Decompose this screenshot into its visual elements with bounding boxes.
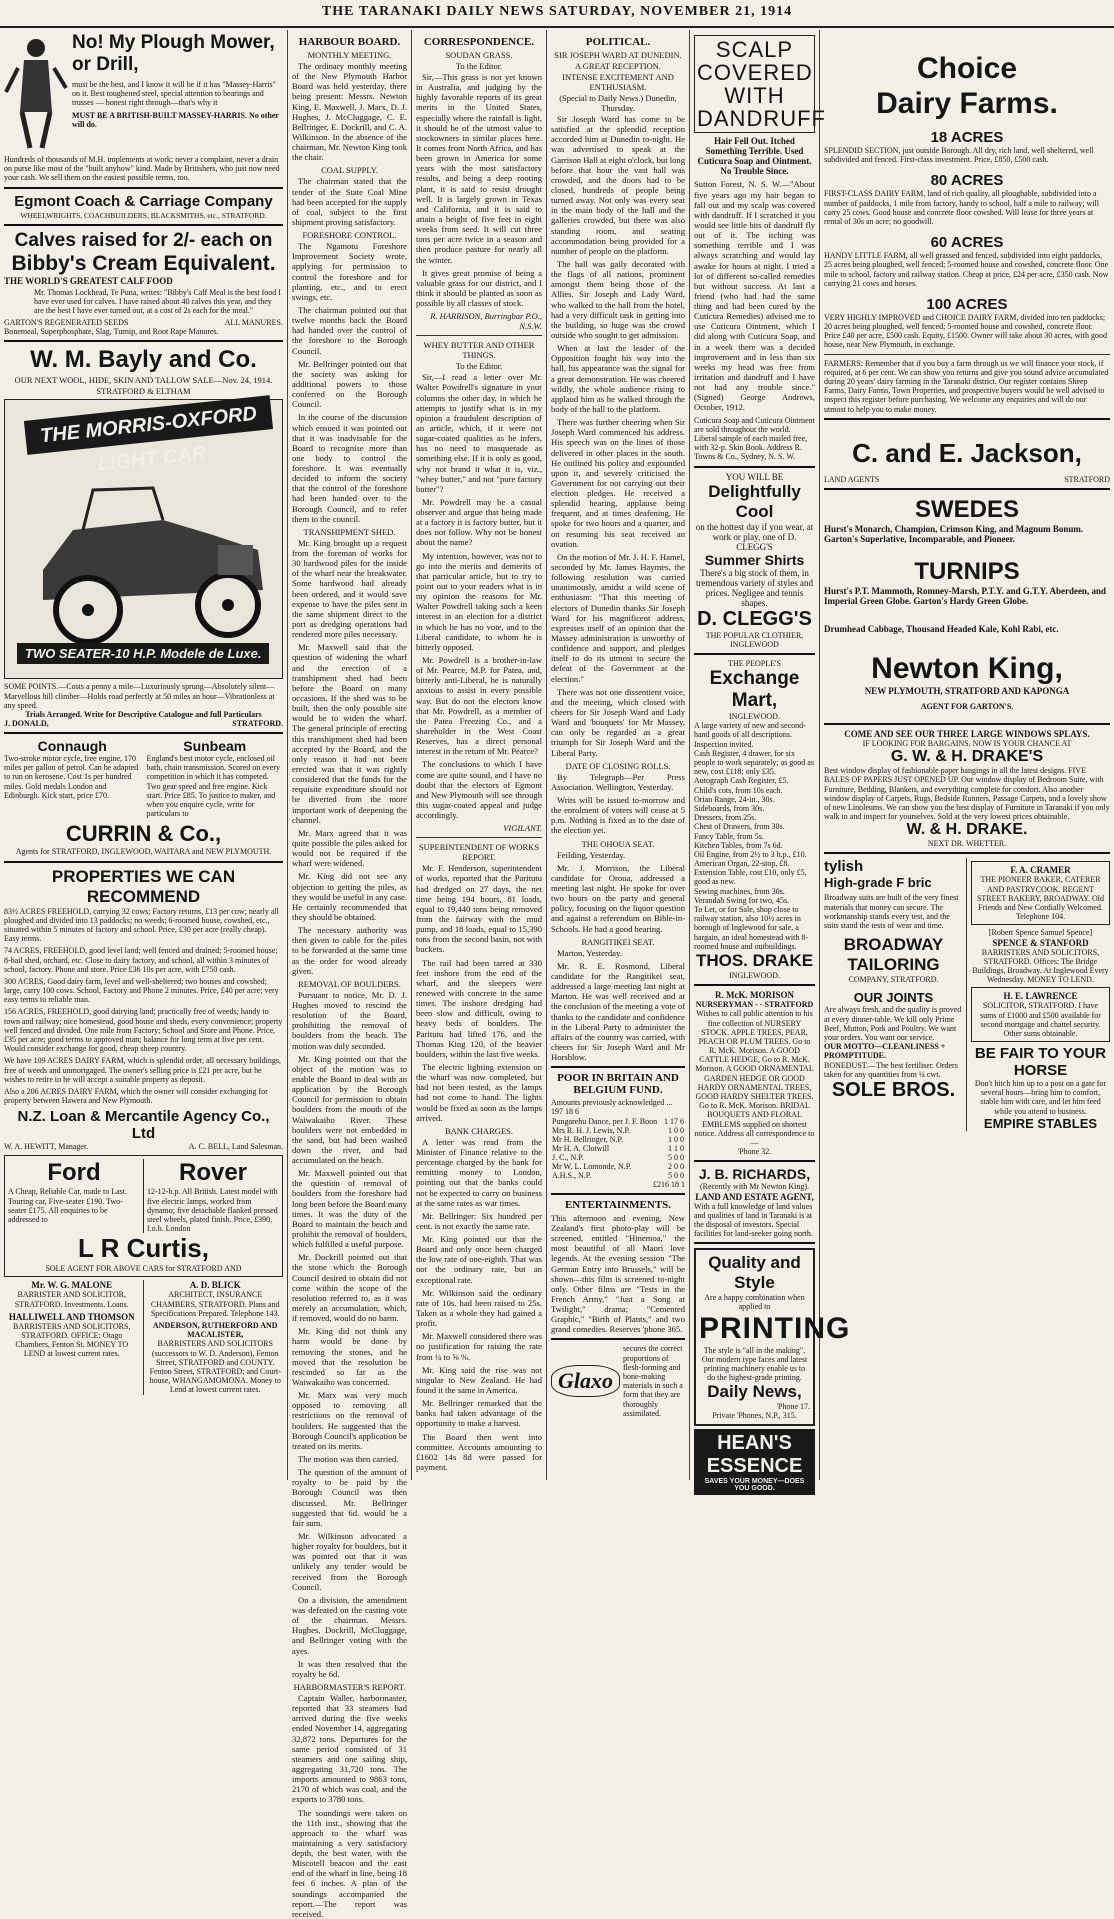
harbour-heading: HARBOUR BOARD. [292,36,407,48]
sunbeam-title: Sunbeam [147,738,284,754]
article-paragraph: Mr. Wilkinson advocated a higher royalty for boulders, but it was pointed out that it was unlikely any tender would be received from the Borough Council. [292,1531,407,1592]
exchange-body: A large variety of new and second-hand goods of all descriptions. Inspection invited. [694,721,815,749]
article-paragraph: Mr. Wilkinson said the ordinary rate of 10s. had been raised to 25s. Taken as a whole they had gained a profit. [416,1288,542,1329]
properties-list [4,907,283,1106]
fund-total: £216 18 1 [551,1180,685,1189]
printing-title: PRINTING [699,1312,810,1346]
cramer-body: THE PIONEER BAKER, CATERER AND PASTRYCOOK. REGENT STREET BAKERY, BROADWAY. Old Friends and New Cordially Welcomed. Telephone 104. [975,875,1106,921]
quality-style-body: Are a happy combination when applied to [699,1293,810,1311]
printing-sub: The style is "all in the making". Our modern type faces and latest printing machinery enable us to do the highest-grade printing. [699,1346,810,1383]
bayly-location: STRATFORD & ELTHAM [4,386,283,396]
article-paragraph: The conclusions to which I have come are quite sound, and I have no doubt that the electors of Egmont and New Plymouth will see through this sugar-coated appeal and judge accordingly. [416,759,542,820]
exchange-item: Child's cots, from 10s each. [694,786,815,795]
connaugh-body: Two-stroke motor cycle, free engine, 170 miles per gallon of petrol. Can be adapted to run on kerosene. Cost 1s per hundred miles. Gold medals London and Edinburgh. Kick start, price £70. [4,754,141,800]
article-paragraph: Mr. Marx agreed that it was quite possible the piles asked for would not be required if the wharf were widened. [292,828,407,869]
anderson-body: BARRISTERS AND SOLICITORS (successors to W. D. Anderson), Fenton Street, STRATFORD and COUNTY. Fenton Street, STRATFORD; and Court-house, WHANGAMOMONA. Money to Lend at lowest current rates. [148,1339,284,1394]
private-phones: Private 'Phones, N.P., 315. [699,1411,810,1420]
fund-row: A.H.S., N.P. 5 0 0 [551,1171,685,1180]
column-ads-right [820,30,1114,1480]
dairy-farms-title: Dairy Farms. [824,87,1110,122]
article-paragraph: When at last the leader of the Opposition fought his way into the hall, his appearance was the signal for a great demonstration. He was cheered wildly, the whole audience rising to applaud him as he walked through the body of the hall to the platform. [551,343,685,414]
soudan-paras [416,72,542,308]
harbour-paras-3 [292,241,407,524]
rangitikei-paras [551,948,685,1063]
plough-headline-2: or Drill, [72,54,283,76]
article-paragraph: Feilding, Yesterday. [551,850,685,860]
essence-title: ESSENCE [697,1455,812,1478]
lawrence-body: SOLICITOR, STRATFORD. I have sums of £1000 and £500 available for second mortgage and chattel security. Other sums obtainable. [975,1001,1106,1038]
article-paragraph: Sir Joseph Ward has come to be satisfied at the splendid reception accorded him at Dunedin to-night. He was advertised to speak at the Garrison Hall at eight o'clock, but long before that hour the vast hall was crowded, and the doors had to be closed, hundreds of people being turned away. Not only was every seat in the main body of the hall and the galleries crowded, but there was also standing room, and seating accommodation being provided for a number of people on the platform. [551,114,685,256]
sole-bros: SOLE BROS. [824,1079,963,1102]
article-paragraph: The ordinary monthly meeting of the New Plymouth Harbor Board was held yesterday, there being present: Messrs. Newton King, E. Maxwell, J. Marx, D. J. Hughes, J. McCluggage, C. E. Bellringer, E. Dockrill, and C. A. Wilkinson. In the absence of the chairman, Mr. Newton King took the chair. [292,61,407,162]
empire-stables: EMPIRE STABLES [971,1116,1110,1131]
curtis-sub: SOLE AGENT FOR ABOVE CARS for STRATFORD AND [8,1264,279,1273]
turnips-title: TURNIPS [824,558,1110,586]
harbour-paras-4 [292,538,407,976]
whey-butter-heading: WHEY BUTTER AND OTHER THINGS. [416,340,542,360]
article-paragraph: Mr. Marx was very much opposed to removing all restrictions on the removal of boulders. He suggested that the Borough Council's application be treated on its merits. [292,1390,407,1451]
article-paragraph: Captain Waller, harbormaster, reported that 33 steamers had arrived during the five weeks ended November 14, aggregating 32,872 tons. Departures for the same period consisted of 31 steamers and one sailing ship, aggregating 31,720 tons. The imports amounted to 9863 tons, 2170 of which was coal, and the exports to 3780 tons. [292,1693,407,1805]
article-paragraph: The rail had been tarred at 330 feet inshore from the end of the wharf, and the sleepers were renewed with concrete in the same times. The inshore dredging had been slow and difficult, owing to heavy beds of boulders. The Paritutu had lifted 176, and the Thomas King 120, of the heavier boulders, within the last five weeks. [416,958,542,1059]
exchange-title: Exchange Mart, [694,668,815,712]
broadway-body: Broadway suits are built of the very finest materials that money can secure. The workmanship stands every test, and the suits stand the tests of wear and time. [824,893,963,930]
richards-name: J. B. RICHARDS, [694,1166,815,1182]
swedes-title: SWEDES [824,496,1110,524]
clegg-sub: THE POPULAR CLOTHIER, INGLEWOOD [694,631,815,649]
whey-paras [416,372,542,820]
harbour-sub-harbormaster: HARBORMASTER'S REPORT. [292,1682,407,1692]
fund-row: Pungarehu Dance, per J. F. Boon 1 17 6 [551,1117,685,1126]
article-paragraph: Sir,—This grass is not yet known in Australia, and judging by the highly favorable reports of its great merits in the United States, especially where the rainfall is light, it should be of the utmost value to stockowners in similar places here. It comes from North Africa, and has been grown in America for some years with the most satisfactory results, and being a deep rooting plant, it is said to resist drought well. It is largely grown in Texas and California, and it is said to attain a height of five feet in eight weeks from seed. It will cut three tons per acre twice in a season and then produce pasture for nearly all the winter. [416,72,542,265]
scalp-body: Sutton Forest, N. S. W.—"About five years ago my hair began to fall out and my scalp was covered with dandruff. If I scratched it you would see little bits of dandruff fly out of it. The itching was something terrible and I was always scratching and would lay awake for hours at night. I tried a lot of different so-called remedies but without success. At last a friend (who had had the same thing and had been cured by the Cuticura Remedies) advised me to use Cuticura Ointment, which I did along with Cuticura Soap, and in a week there was a decided improvement and in less than six weeks my head was free from irritation and dandruff and I have not had any trouble since." (Signed) George Andrews, October, 1912. [694,179,815,412]
article-paragraph: Mr. Bellringer remarked that the banks had taken advantage of the opportunity to make a harvest. [416,1398,542,1428]
tailoring-sub: COMPANY, STRATFORD. [824,975,963,984]
article-paragraph: Sir,—I read a letter over Mr. Walter Powdrell's signature in your columns the other day, in which he attempts to justify what is in my opinion a fraudulent description of an article, which, if it were not sugar-coated qualities as he infers, has no need to masquerade as something else. If it is only as good, why not brand it what it is, viz., "whey butter," and not "pure factory butter"? [416,372,542,494]
farm-description: HANDY LITTLE FARM, all well grassed and fenced, subdivided into eight paddocks, 25 acres being ploughed, well fenced; 5-roomed house and cowshed, concrete floor. One mile to school, factory and railway station. Cheap at price, £24 per acre, £350 cash. Now carrying 21 cows and horses. [824,251,1110,288]
exchange-item: Fancy Table, from 5s. [694,832,815,841]
drake-location: INGLEWOOD. [694,971,815,980]
properties-title: PROPERTIES WE CAN RECOMMEND [4,867,283,907]
property-listing: 156 ACRES, FREEHOLD, good dairying land; practically free of weeds; handy to town and railway; nice homestead, good house and sheds, every convenience; property well fenced and divided. One mile from Factory; School and Store and Phone. Price, £35 per acre; good terms to approved man; balance for long term at five per cent. Would consider exchange for good, cheap sheep country. [4,1007,283,1053]
harbour-sub-meeting: MONTHLY MEETING. [292,50,407,60]
column-political [547,30,690,1480]
entertainments-heading: ENTERTAINMENTS. [551,1199,685,1211]
soudan-grass-heading: SOUDAN GRASS. [416,50,542,60]
blick-body: ARCHITECT, INSURANCE CHAMBERS, STRATFORD. Plans and Specifications Prepared. Telephone 143. [148,1290,284,1318]
article-paragraph: Mr. Powdrell may be a casual observer and argue that being made at a factory it is factory butter, but it does not follow. Why not be honest about the name? [416,497,542,548]
soudan-signature: R. HARRISON, Burringbar P.O., N.S.W. [416,311,542,331]
article-paragraph: It was then resolved that the royalty be 6d. [292,1659,407,1679]
oroua-paras [551,850,685,934]
morison-name: R. McK. MORISON [694,990,815,1000]
exchange-item: Sewing machines, from 30s. [694,887,815,896]
halliwell-name: HALLIWELL AND THOMSON [4,1312,140,1322]
masthead: THE TARANAKI DAILY NEWS SATURDAY, NOVEMBER 21, 1914 [0,0,1114,28]
car-points: SOME POINTS.—Costs a penny a mile—Luxuriously sprung—Absolutely silent—Marvellous hill climber—Holds road perfectly at 50 miles an hour—Vibrationless at any speed. [4,682,283,710]
bibby-body: Mr. Thomas Lockhead, Te Puna, writes: "Bibby's Calf Meal is the best food I have ever used for calves. I have raised about 40 calves this year, and they are the best I have ever turned out, at a cost of 2s each for the meal." [4,288,283,316]
ward-paras [551,114,685,758]
joints-title: OUR JOINTS [824,990,963,1005]
oroua-heading: THE OHOUA SEAT. [551,839,685,849]
entertainments-body: This afternoon and evening, New Zealand's first photo-play will be screened, entitled "Hinemoa," the most beautiful of all Maori love legends. At the evening session "The German Entry into Brussels," will be shown—this film is screened to-night only. Other films are "Tests in the French Army," "Just a Song at Twilight," drama; "Cemented Graphic," "Birth of Plants," and two grand comedies. Reserves 'phone 365. [551,1213,685,1335]
article-paragraph: The soundings were taken on the 11th inst., showing that the approach to the wharf was maintaining a very satisfactory depth, the best water, with the Miscotell beacon and the east end of the wharf in line, being 18 feet 6 inches. A plan of the soundings accompanied the report.—The report was received. [292,1808,407,1919]
quality-style-title: Quality and Style [699,1253,810,1293]
exchange-item: Sideboards, from 30s. [694,804,815,813]
fund-row: J. C., N.P. 5 0 0 [551,1153,685,1162]
rover-title: Rover [147,1159,279,1187]
harbour-sub-coal: COAL SUPPLY. [292,165,407,175]
scalp-headline: SCALP COVERED [697,38,812,84]
closing-rolls-heading: DATE OF CLOSING ROLLS. [551,761,685,771]
harbour-paras-2 [292,176,407,227]
newton-king-agent: AGENT FOR GARTON'S. [824,702,1110,711]
clegg-cool: Delightfully Cool [694,482,815,522]
article-paragraph: There was not one dissentient voice, and the meeting, which closed with cheers for Sir Joseph Ward and Lady Ward and 'bouquets' for Mr Massey, can only be regarded as a great triumph for Sir Joseph Ward and the Liberal Party. [551,687,685,758]
harbour-paras-5 [292,990,407,1679]
article-paragraph: The necessary authority was then given to cable for the piles to be forwarded at the same time as the order for wood already given. [292,925,407,976]
exchange-item: Autograph Cash Register, £5. [694,776,815,785]
egmont-title: Egmont Coach & Carriage Company [4,193,283,210]
article-paragraph: The electric lighting extension on the wharf was now completed, but had not been tested, as the lamps had not come to hand. The lights would be fixed as soon as the lamps arrived. [416,1062,542,1123]
article-paragraph: The motion was then carried. [292,1454,407,1464]
joints-bonedust: BONEDUST.—The best fertiliser. Orders taken for any quantities from ¼ cwt. [824,1061,963,1079]
bibby-sub: THE WORLD'S GREATEST CALF FOOD [4,276,283,286]
farm-description: VERY HIGHLY IMPROVED and CHOICE DAIRY FARM, divided into ten paddocks; 20 acres being ploughed, well fenced; 5-roomed house and cowshed, concrete floor. Price £40 per acre, £500 cash. Equity, £1500. Owner will take about 30 acres, with good house, near New Plymouth, in exchange. [824,313,1110,350]
article-paragraph: Mr. Bellringer pointed out that the society was asking for additional powers to those conferred on the Borough Council. [292,359,407,410]
article-paragraph: Mr. Dockrill pointed out that the stone which the Borough Council desired to obtain did not come within the scope of the resolution referred to, as it was merely an accumulation, which, if removed, would do no harm. [292,1252,407,1323]
malone-body: BARRISTER AND SOLICITOR, STRATFORD. Investments. Loans. [4,1290,140,1308]
exchange-item: Extension Table, cost £10, only £5, good as new. [694,868,815,886]
harbour-paras-6 [292,1693,407,1919]
article-paragraph: My intention, however, was not to go into the merits and demerits of that particular article, but to try to point out to your readers what is in my opinion the reasons for Mr. Walter Powdrell taking such a keen interest in an election for a district in which he has no vote, and to the Liberal candidate, to whom he is bitterly opposed. [416,551,542,652]
drake-next: NEXT DR. WHETTER. [824,839,1110,848]
daily-news-name: Daily News, [699,1382,810,1402]
column-ads-left [0,30,288,1480]
farmer-illustration [4,32,68,152]
exchange-item: Dressers, from 25s. [694,813,815,822]
article-paragraph: There was further cheering when Sir Joseph Ward commenced his address. His speech was on the lines of those delivered in other places in the south. He outlined his policy and expounded upon it, and severely criticised the Government for not carrying out their election pledges. He received a splendid hearing, applause being frequent, and at times deafening. He spoke for two hours and a quarter, and on resuming his seat received an ovation. [551,417,685,549]
blick-name: A. D. BLICK [148,1280,284,1290]
clegg-name: D. CLEGG'S [694,608,815,631]
correspondence-heading: CORRESPONDENCE. [416,36,542,48]
tailoring-title: TAILORING [824,955,963,975]
connaugh-title: Connaugh [4,738,141,754]
currin-title: CURRIN & Co., [4,821,283,847]
drumhead-line: Drumhead Cabbage, Thousand Headed Kale, Kohl Rabi, etc. [824,624,1110,634]
manures-list: Bonemeal, Superphosphate, Slag, Turnip, and Root Rape Manures. [4,327,283,336]
closing-rolls-paras [551,772,685,836]
high-grade-title: High-grade F bric [824,875,963,890]
all-manures: ALL MANURES. [225,318,283,327]
stylish-title: tylish [824,858,963,875]
article-paragraph: On a division, the amendment was defeated on the casting vote of the chairman. Messrs. Hughes, Dockrill, McCluggage, and Bellringer voting with the ayes. [292,1595,407,1656]
scalp-foot: Cuticura Soap and Cuticura Ointment are sold throughout the world. Liberal sample of each mailed free, with 32-p. Skin Book. Address R. Towns & Co., Sydney, N. S. W. [694,416,815,462]
to-editor-2: To the Editor. [416,361,542,371]
exchange-item: To Let, or for Sale, shop close to railway station, also 10½ acres in borough of Inglewood for sale, a bargain, an ideal homestead with 8-roomed house and outbuildings. [694,905,815,951]
fund-row: Mr W. L. Lomonde, N.P. 2 0 0 [551,1162,685,1171]
farm-acres: 100 ACRES [824,296,1110,313]
column-harbour-board [288,30,412,1480]
exchange-items [694,749,815,951]
clegg-body-2: There's a big stock of them, in tremendous variety of styles and prices. Negligee and tennis shapes. [694,568,815,608]
morris-oxford-ad [4,399,283,679]
morison-line: NURSERYMAN - - STRATFORD [694,1000,815,1009]
article-paragraph: Mr. King said the rise was not singular to New Zealand. He had found it the same in America. [416,1365,542,1395]
fund-row: Mr H. A. Clotwill 1 1 0 [551,1144,685,1153]
exchange-item: Chest of Drawers, from 30s. [694,822,815,831]
calves-title: Calves raised for 2/- each on [4,230,283,252]
article-paragraph: The Ngamotu Foreshore Improvement Society wrote, applying for permission to control the foreshore and for planting, etc., and to erect swings, etc. [292,241,407,302]
glaxo-logo: Glaxo [551,1365,620,1397]
property-listing: 74 ACRES, FREEHOLD, good level land; well fenced and drained; 5-roomed house; 8-bail shed, orchard, etc. Close to dairy factory, and school, all within 3 minutes of school, factory. Phone and store. Price £36 10s per acre, with £750 cash. [4,946,283,974]
exchange-item: Oil Engine, from 2½ to 3 h.p., £10. [694,850,815,859]
article-paragraph: In the course of the discussion which ensued it was pointed out that it was inadvisable for the Board to recognise more than one body to control the foreshore. It was eventually decided to inform the society that the control of the foreshore had been handed over to the Borough Council, and to refer them to the council. [292,412,407,524]
article-paragraph: Marton, Yesterday. [551,948,685,958]
jackson-stratford: STRATFORD [1064,475,1110,484]
jackson-land-agents: LAND AGENTS [824,475,879,484]
farmers-note: FARMERS: Remember that if you buy a farm through us we will finance your stock, if required, at 6 per cent. We can show you returns and give you sound advice accumulated during 20 years' dairy farming in the Taranaki district. Our register contains Sheep Farms, Dairy Farms, Town Properties, and prospective buyers would be well advised to inspect this register before purchasing. We welcome any enquiries and will do our utmost to help you to make money. [824,359,1110,414]
be-fair-title: BE FAIR TO YOUR HORSE [971,1045,1110,1079]
drake-name: THOS. DRAKE [694,951,815,971]
article-paragraph: On the motion of Mr. J. H. F. Hamel, seconded by Mr. James Haymes, the following resolution was carried unanimously, amidst a wild scene of enthusiasm: "That this meeting of electors of Dunedin thanks Sir Joseph Ward for his magnificent address, expresses itself of an opinion that the Massey administration is unworthy of confidence and support, and pledges itself to do its utmost to secure the defeat of the Government at the election." [551,552,685,684]
article-paragraph: Mr. King brought up a request from the foreman of works for 30 hardwood piles for the inside of the wharf near the breakwater. Some hardwood had already been ordered, and it would save expense to have the piles sent in the same shipment direct to the port as dredging operations had rendered more piles necessary. [292,538,407,639]
drake-signature: W. & H. DRAKE. [824,821,1110,839]
halliwell-body: BARRISTERS AND SOLICITORS, STRATFORD. OFFICE: Otago Chambers, Fenton St. MONEY TO LEND at lowest current rates. [4,1322,140,1359]
bayly-title: W. M. Bayly and Co. [4,346,283,374]
bank-charges-heading: BANK CHARGES. [416,1126,542,1136]
article-paragraph: Mr. J. Morrison, the Liberal candidate for Oroua, addressed a meeting last night. He spoke for over two hours on the party and general policy, focusing on the liquor question and against a referendum on Bible-in-Schools. He had a good hearing. [551,863,685,934]
clegg-body: on the hottest day if you wear, at work or play, one of D. CLEGG'S [694,522,815,552]
exchange-top: THE PEOPLE'S [694,659,815,668]
farm-description: FIRST-CLASS DAIRY FARM, land of rich quality, all ploughable, subdivided into a number of paddocks, 1 mile from factory, handy to school, half a mile to railway; will carry 25 cows. Good house and concrete floor cowshed. Will lease for three years at rental of 30s an acre; no goodwill. [824,189,1110,226]
car-caption: TWO SEATER-10 H.P. Modele de Luxe. [17,643,269,664]
article-paragraph: Mr. King did not think any harm would be done by removing the stones, and he moved that the resolution be rescinded so far as the Waiwakaiho was concerned. [292,1326,407,1387]
special-note: (Special to Daily News.) Dunedin, Thursday. [551,93,685,113]
farms-list [824,129,1110,350]
lawrence-name: H. E. LAWRENCE [975,991,1106,1001]
nzloan-salesman: A. C. BELL, Land Salesman. [189,1142,283,1151]
article-paragraph: Mr. King pointed out that the Board and only once been charged the low rate of one-eighth. That was not the ordinary rate, but an exceptional rate. [416,1234,542,1285]
article-paragraph: By Telegraph—Per Press Association. Wellington, Yesterday. [551,772,685,792]
bayly-sub: OUR NEXT WOOL, HIDE, SKIN AND TALLOW SALE—Nov. 24, 1914. [4,375,283,385]
plough-headline: No! My Plough Mower, [72,32,283,54]
car-banner: THE MORRIS-OXFORD LIGHT CAR [24,395,273,455]
gwh-drake-name: G. W. & H. DRAKE'S [824,748,1110,766]
ford-title: Ford [8,1159,140,1187]
morison-body: Wishes to call public attention to his fine collection of NURSERY STOCK. APPLE TREES, PEAR, PEACH OR PLUM TREES. Go to R. McK. Morison. A GOOD CATTLE HEDGE, Go to R. McK. Morison. A GOOD ORNAMENTAL GARDEN HEDGE OR GOOD HARDY ORNAMENTAL TREES, GOOD HARDY SHELTER TREES. Go to R. McK. Morison. BRIDAL BOUQUETS AND FLORAL EMBLEMS supplied on shortest notice. Address all correspondence to— [694,1009,815,1147]
exchange-item: Kitchen Tables, from 7s 6d. [694,841,815,850]
car-town: STRATFORD. [232,719,283,728]
farm-acres: 80 ACRES [824,172,1110,189]
article-paragraph: Mr. King did not see any objection to getting the piles, as they would be useful in any case. He certainly recommended that they should be obtained. [292,871,407,922]
drake-body: Best window display of fashionable paper hangings in all the latest designs. FIVE BALES OF PAPERS JUST OPENED UP. Our window display of Bedroom Suite, with Furniture, Bedding, Blankets, and everything complete for comfort. Also another window display of Carpets, Rugs, Bedside Runners, Passage Carpets, and a lovely show of new Linoleums. We can show you the best display of Furniture in Taranaki if you only walk in and inspect for yourselves. Sold at the very lowest prices obtainable. [824,766,1110,821]
rangitikei-heading: RANGITIKEI SEAT. [551,937,685,947]
fund-row: Mrs R. H. J. Lewis, N.P. 1 0 0 [551,1126,685,1135]
dandruff-headline: WITH DANDRUFF [697,84,812,130]
article-paragraph: Mr. King pointed out that the object of the motion was to enable the Board to deal with an application by the Borough Council for permission to obtain boulders from the mouth of the Waiwakaiho River. These boulders were not embedded in the sand, but had been washed down the river, and had accumulated on the beach. [292,1054,407,1166]
joints-motto: OUR MOTTO—CLEANLINESS + PROMPTITUDE. [824,1042,963,1060]
phone-number: 'Phone 17. [777,1402,810,1411]
drake-windows: COME AND SEE OUR THREE LARGE WINDOWS SPLAYS. [824,729,1110,739]
newton-king-title: Newton King, [824,652,1110,686]
fund-table [551,1117,685,1180]
article-paragraph: A letter was read from the Minister of Finance relative to the percentage charged by the bank for remitting money to London, pointing out that the banks could not be expected to carry on business at the same rates as war times. [416,1137,542,1208]
jackson-title: C. and E. Jackson, [824,438,1110,469]
property-listing: We have 109 ACRES DAIRY FARM, which is splendid order, all necessary buildings, free of weeds and unmortgaged. The owner's selling price is £21 per acre, but he wishes to retire to he will accept a suitable property as deposit. [4,1056,283,1084]
plough-must: MUST BE A BRITISH-BUILT MASSEY-HARRIS. No other will do. [72,111,283,129]
harbour-paras-1 [292,61,407,162]
curtis-title: L R Curtis, [8,1233,279,1264]
fund-intro: Amounts previously acknowledged ... 197 18 6 [551,1098,685,1116]
exchange-item: Orian Range, 24-in., 30s. [694,795,815,804]
spence-title: SPENCE & STANFORD [971,938,1110,948]
exchange-location: INGLEWOOD. [694,712,815,721]
currin-sub: Agents for STRATFORD, INGLEWOOD, WAITARA and NEW PLYMOUTH. [4,847,283,856]
glaxo-note: secures the correct proportions of flesh-forming and bone-making materials in such a form that they are thoroughly assimilated. [623,1344,685,1418]
nzloan-manager: W. A. HEWITT, Manager. [4,1142,88,1151]
article-paragraph: Mr. Maxwell said that the question of widening the wharf and the erection of a transhipment shed had been before the Board on many occasions. If the shed was to be built, then the only possible site would be to widen the wharf. The general principle of erecting this transhipment shed had been accepted by the Board, and the only reason it had not been erected was that it was rightly considered that the funds for the requisite expenditure should not be diverted from the more important work of deepening the channel. [292,642,407,825]
article-paragraph: Writs will be issued to-morrow and the enrolment of voters will cease at 5 p.m. Nothing is fixed as to the date of the election yet. [551,795,685,836]
article-paragraph: Mr. R. E. Rosmond, Liberal candidate for the Rangitikei seat, addressed a large meeting last night at Marton. He was well received and at the conclusion of the meeting a vote of thanks to the candidate and confidence in the Liberal Party to administer the affairs of the country was carried, with cheers for Sir Joseph Ward and Mr Horsblow. [551,961,685,1062]
heans-slogan: SAVES YOUR MONEY—DOES YOU GOOD. [697,1478,812,1492]
richards-title: LAND AND ESTATE AGENT, [694,1192,815,1202]
plough-footer: Hundreds of thousands of M.H. implements at work; never a complaint, never a drain on purse like most of the "built anyhow" kind. Made by Britishers, who just now need your cash. We sell them on the easiest possible terms, too. [4,155,283,183]
article-paragraph: The chairman stated that the tender of the State Coal Mine had been accepted for the supply of coal, subject to the first shipment proving satisfactory. [292,176,407,227]
clegg-top: YOU WILL BE [694,472,815,482]
turnips-body: Hurst's P.T. Mammoth, Romney-Marsh, P.T.Y. and G.T.Y. Aberdeen, and Imperial Green Globe. Garton's Hardy Green Globe. [824,586,1110,606]
anderson-name: ANDERSON, RUTHERFORD AND MACALISTER, [148,1321,284,1339]
heans-essence-ad [694,1429,815,1495]
cramer-name: F. A. CRAMER [975,865,1106,875]
article-paragraph: The question of the amount of royalty to be paid by the Borough Council was then discussed. Mr. Bellringer suggested that 6d. would be a fair sum. [292,1467,407,1528]
joints-body: Are always fresh, and the quality is proved at every dinner-table. We kill only Prime Beef, Mutton, Pork and Poultry. We want your orders. You want our service. [824,1005,963,1042]
property-listing: Also a 206 ACRES DAIRY FARM, which the owner will consider exchanging for property between Hawera and New Plymouth. [4,1087,283,1105]
article-paragraph: Mr. Maxwell pointed out that the question of removal of boulders from the foreshore had long been before the Board many times. It was the duty of the Board to maintain the beach and prohibit the removal of boulders, which fulfilled a useful purpose. [292,1168,407,1249]
bibby-title: Bibby's Cream Equivalent. [4,252,283,276]
exchange-item: Cash Register, 4 drawer, for six people to work separately; as good as new, cost £118; only £35. [694,749,815,777]
harbour-sub-foreshore: FORESHORE CONTROL. [292,230,407,240]
ward-heading: SIR JOSEPH WARD AT DUNEDIN. [551,50,685,60]
works-report-heading: SUPERINTENDENT OF WORKS REPORT. [416,842,542,862]
spence-names: [Robert Spence Samuel Spence] [971,928,1110,937]
article-paragraph: The chairman pointed out that twelve months back the Board had handed over the control of the foreshore to the Borough Council. [292,305,407,356]
political-heading: POLITICAL. [551,36,685,48]
spence-body: BARRISTERS AND SOLICITORS, STRATFORD. Offices: The Bridge Buildings, Broadway. At Inglewood Every Wednesday. MONEY TO LEND. [971,948,1110,985]
fund-row: Mr H. Bellringer, N.P. 1 0 0 [551,1135,685,1144]
car-trials: Trials Arranged. Write for Descriptive Catalogue and full Particulars [4,710,283,719]
article-paragraph: Pursuant to notice, Mr. D. J. Hughes moved to rescind the resolution of the Board, prohibiting the removal of boulders from the beach. The motion was duly seconded. [292,990,407,1051]
fund-heading: POOR IN BRITAIN AND BELGIUM FUND. [551,1072,685,1096]
excitement-heading: INTENSE EXCITEMENT AND ENTHUSIASM. [551,72,685,92]
car-illustration [13,450,283,670]
malone-name: Mr. W. G. MALONE [4,1280,140,1290]
column-correspondence [412,30,547,1480]
plough-body: must be the best, and I know it will be if it has "Massey-Harris" on it. Best toughened steel, special attention to bearings and trusses — honest right through—that's why it [72,80,283,108]
article-paragraph: The Board then went into committee. Accounts amounting to £1602 14s 8d were passed for payment. [416,1432,542,1473]
article-paragraph: Mr. Maxwell considered there was no justification for raising the rate from ¼ to ⅝ %. [416,1331,542,1361]
heans-title: HEAN'S [697,1432,812,1455]
works-paras [416,863,542,1123]
farm-description: SPLENDID SECTION, just outside Borough. All dry, rich land, well sheltered, well subdivided and fenced. First-class investment. Price, £850, £500 cash. [824,146,1110,164]
sunbeam-body: England's best motor cycle, enclosed oil bath, chain transmission. Scored on every competition in which it has competed. Two gear speed and free engine. Kick start. Price £85. To justice to maker, and when you enquire cycle, write for particulars to [147,754,284,818]
broadway-title: BROADWAY [824,935,963,955]
farm-acres: 18 ACRES [824,129,1110,146]
harbour-sub-boulders: REMOVAL OF BOULDERS. [292,979,407,989]
garton-seeds: GARTON'S REGENERATED SEEDS [4,318,128,327]
whey-signature: VIGILANT. [416,823,542,833]
to-editor-1: To the Editor. [416,61,542,71]
richards-body: With a full knowledge of land values and qualities of land in Taranaki is at the disposal of investors. Special facilities for land-seeker going north. [694,1202,815,1239]
article-paragraph: Mr. Bellringer: Six hundred per cent. is not exactly the same rate. [416,1211,542,1231]
rover-body: 12-12-h.p. All British. Latest model with five electric lamps, worked from dynamo; five detachable flanked pressed steel wheels, plated finish. Price, £390, f.o.b. London [147,1187,279,1233]
exchange-item: American Organ, 22-stop, £8. [694,859,815,868]
newton-king-sub: NEW PLYMOUTH, STRATFORD AND KAPONGA [824,686,1110,696]
swedes-body: Hurst's Monarch, Champion, Crimson King, and Magnum Bonum. Garton's Superlative, Incomparable, and Pioneer. [824,524,1110,544]
exchange-item: Verandah Swing for two, 45s. [694,896,815,905]
property-listing: 300 ACRES, Good dairy farm, level and well-sheltered; two houses and cowshed; large, carry 100 cows. School, Factory and Phone 2 minutes. Price, £40 per acre; very easy terms to reliable man. [4,977,283,1005]
harbour-sub-shed: TRANSHIPMENT SHED. [292,527,407,537]
morison-phone: 'Phone 32. [694,1147,815,1156]
egmont-sub: WHEELWRIGHTS, COACHBUILDERS, BLACKSMITHS, etc., STRATFORD. [4,211,283,220]
be-fair-body: Don't hitch him up to a post on a gate for several hours—bring him to comfort, stable him with care, and let him feed while you attend to business. [971,1079,1110,1116]
nzloan-title: N.Z. Loan & Mercantile Agency Co., Ltd [4,1108,283,1142]
article-paragraph: Mr. Powdrell is a brother-in-law of Mr. Pearce, M.P. for Patea, and, bitterly anti-Liberal, he is naturally anxious to assist in every possible way. But do not the electors know that Mr. Powdrell, as a member of the Patea Freezing Co., and a shareholder in the West Coast Reserves, has a direct personal interest in the return of Mr. Pearce? [416,655,542,756]
farm-acres: 60 ACRES [824,234,1110,251]
property-listing: 83½ ACRES FREEHOLD, carrying 32 cows; Factory returns, £13 per cow; nearly all ploughed and divided into 13 paddocks; no weeds; 6-roomed house, cowshed, etc., situated within 5 minutes of factory and school. Price, £30 per acre (really cheap). Easy terms. [4,907,283,944]
richards-sub: (Recently with Mr Newton King). [694,1182,815,1191]
choice-title: Choice [824,52,1110,87]
column-ads-middle [690,30,820,1480]
bank-paras [416,1137,542,1472]
car-agent: J. DONALD, [4,719,49,728]
article-paragraph: It gives great promise of being a valuable grass for our district, and I think it should be planted as soon as possible by all classes of stock. [416,268,542,309]
ford-body: A Cheap, Reliable Car, made to Last. Touring car, Five-seater £190. Two-seater £175. All enquiries to be addressed to [8,1187,140,1224]
reception-heading: A GREAT RECEPTION. [551,61,685,71]
article-paragraph: Mr. F. Henderson, superintendent of works, reported that the Paritutu had dredged on 27 days, the net time being 194 hours, 81 loads, equal to 19,440 tons being removed from the fairway with the mud pump, and 18 loads, equal to 15,390 tons from the second basin, not with buckets. [416,863,542,954]
article-paragraph: The hall was gaily decorated with the flags of all nations, prominent amongst them being those of the Allies. Sir Joseph and Lady Ward, who walked to the hall from the hotel, had a very difficult task in getting into the building, so huge was the crowd outside who sought to get admission. [551,259,685,340]
drake-bargains: IF LOOKING FOR BARGAINS. NOW IS YOUR CHANCE AT [824,739,1110,748]
scalp-sub: Hair Fell Out. Itched Something Terrible. Used Cuticura Soap and Ointment. No Trouble Since. [694,136,815,176]
clegg-shirts: Summer Shirts [694,552,815,568]
